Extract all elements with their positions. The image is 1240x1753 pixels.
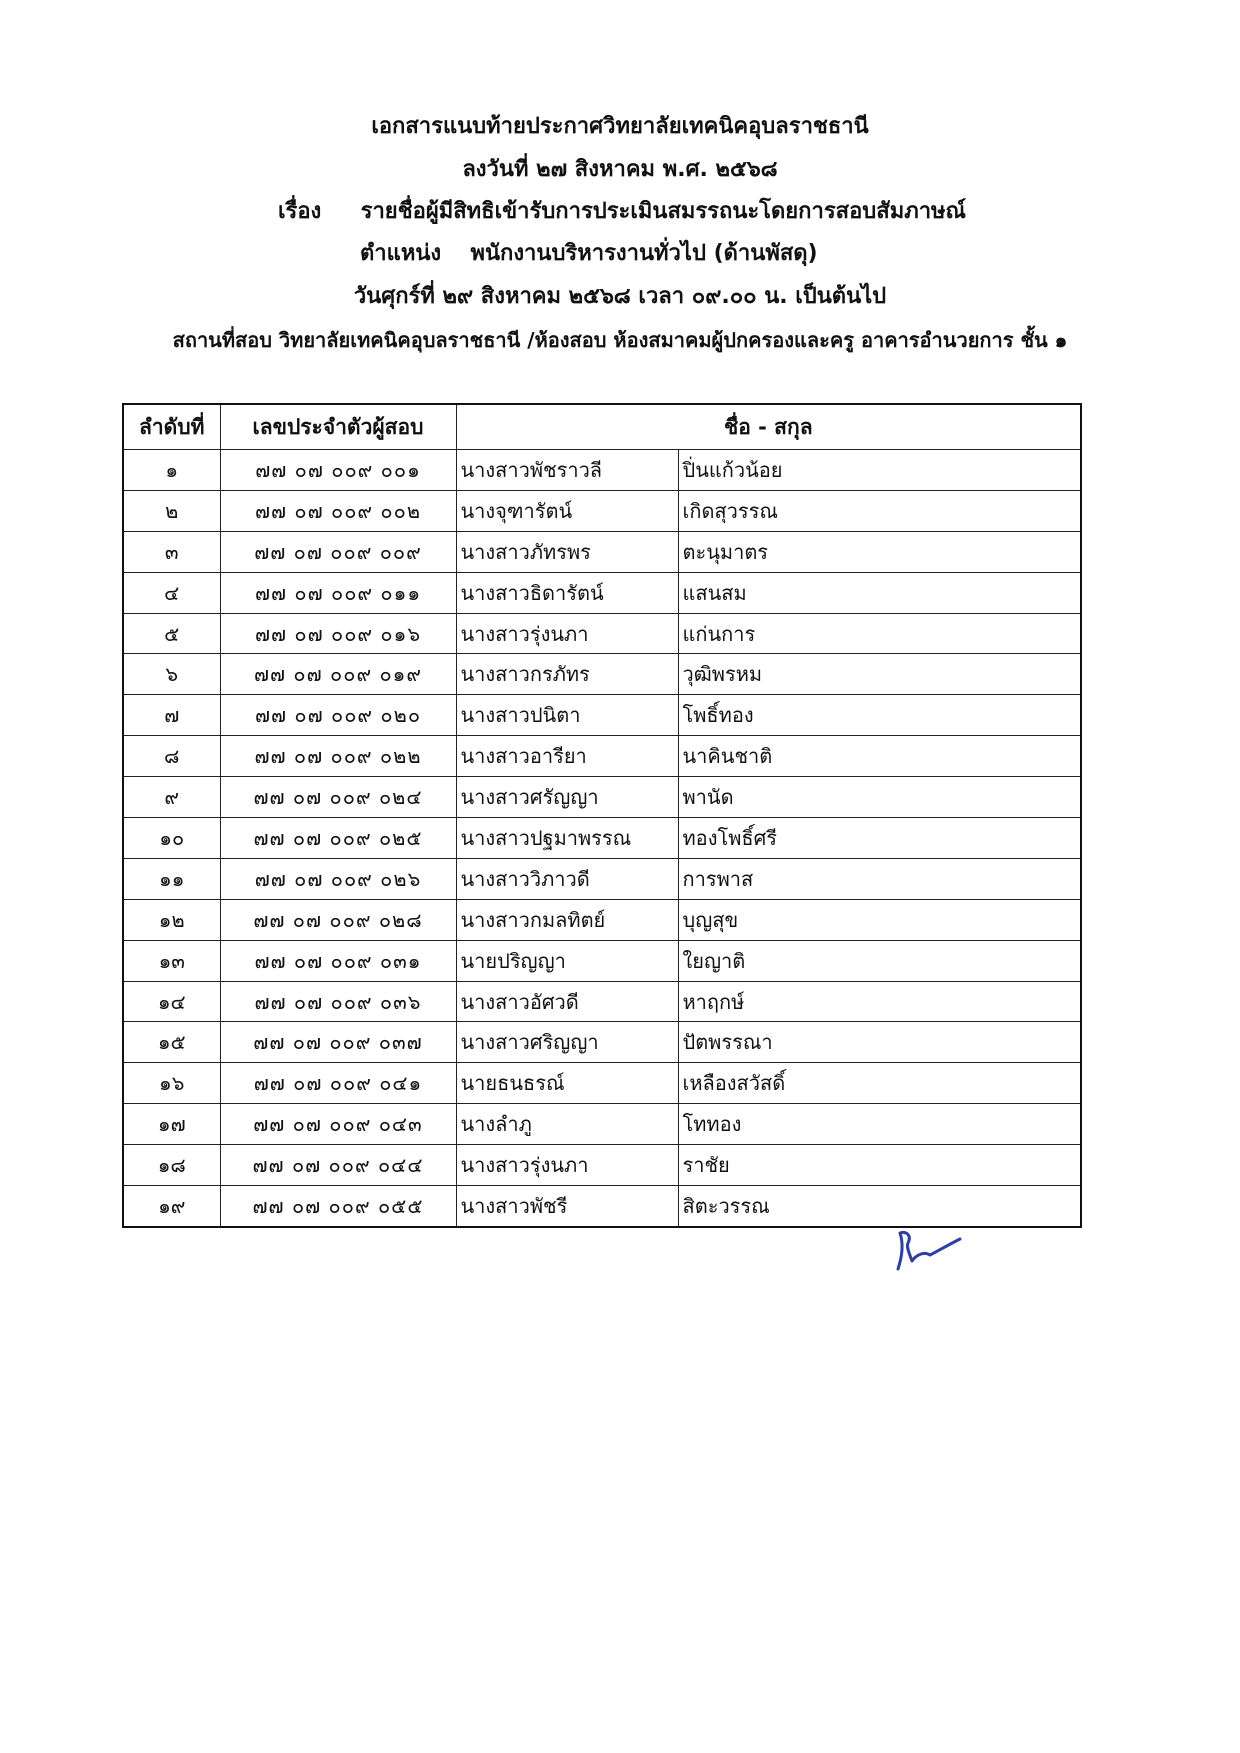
table-row — [123, 531, 1081, 572]
signature-mark — [890, 1225, 970, 1275]
row-surname: พานัด — [678, 777, 1081, 818]
table-row — [123, 450, 1081, 491]
row-surname: แก่นการ — [678, 613, 1081, 654]
subject-line — [278, 197, 966, 227]
row-exam-id: ๗๗ ๐๗ ๐๐๙ ๐๒๘ — [220, 899, 456, 940]
row-exam-id: ๗๗ ๐๗ ๐๐๙ ๐๒๖ — [220, 858, 456, 899]
exam-datetime: วันศุกร์ที่ ๒๙ สิงหาคม ๒๕๖๘ เวลา ๐๙.๐๐ น. เป็นต้นไป — [353, 284, 887, 309]
table-row — [123, 981, 1081, 1022]
row-first-name: นางสาวพัชราวลี — [456, 450, 678, 491]
row-first-name: นางสาวปฐมาพรรณ — [456, 818, 678, 859]
row-number: ๒ — [123, 490, 220, 531]
row-first-name: นางสาวศรัญญา — [456, 777, 678, 818]
row-exam-id: ๗๗ ๐๗ ๐๐๙ ๐๐๒ — [220, 490, 456, 531]
row-exam-id: ๗๗ ๐๗ ๐๐๙ ๐๔๓ — [220, 1104, 456, 1145]
row-number: ๑๒ — [123, 899, 220, 940]
row-first-name: นางสาวศริญญา — [456, 1022, 678, 1063]
row-first-name: นายปริญญา — [456, 940, 678, 981]
header-no: ลำดับที่ — [123, 404, 220, 450]
subject-text: รายชื่อผู้มีสิทธิเข้ารับการประเมินสมรรถนะโดยการสอบสัมภาษณ์ — [360, 199, 966, 224]
row-exam-id: ๗๗ ๐๗ ๐๐๙ ๐๑๑ — [220, 572, 456, 613]
header-exam-id: เลขประจำตัวผู้สอบ — [220, 404, 456, 450]
row-surname: ทองโพธิ์ศรี — [678, 818, 1081, 859]
table-row — [123, 736, 1081, 777]
exam-location: สถานที่สอบ วิทยาลัยเทคนิคอุบลราชธานี /ห้องสอบ ห้องสมาคมผู้ปกครองและครู อาคารอำนวยการ ชั้น ๑ — [172, 328, 1068, 352]
table-row — [123, 899, 1081, 940]
document-title: เอกสารแนบท้ายประกาศวิทยาลัยเทคนิคอุบลราชธานี — [371, 114, 869, 139]
row-surname: ใยญาติ — [678, 940, 1081, 981]
row-surname: นาคินชาติ — [678, 736, 1081, 777]
row-exam-id: ๗๗ ๐๗ ๐๐๙ ๐๐๑ — [220, 450, 456, 491]
table-row — [123, 613, 1081, 654]
row-first-name: นายธนธรณ์ — [456, 1063, 678, 1104]
row-exam-id: ๗๗ ๐๗ ๐๐๙ ๐๑๖ — [220, 613, 456, 654]
row-number: ๖ — [123, 654, 220, 695]
row-number: ๑๓ — [123, 940, 220, 981]
row-number: ๑๕ — [123, 1022, 220, 1063]
row-number: ๑๐ — [123, 818, 220, 859]
row-exam-id: ๗๗ ๐๗ ๐๐๙ ๐๒๐ — [220, 695, 456, 736]
table-row — [123, 858, 1081, 899]
row-surname: บุญสุข — [678, 899, 1081, 940]
row-first-name: นางสาวธิดารัตน์ — [456, 572, 678, 613]
position-label: ตำแหน่ง — [360, 241, 442, 266]
row-surname: เหลืองสวัสดิ์ — [678, 1063, 1081, 1104]
row-surname: แสนสม — [678, 572, 1081, 613]
table-row — [123, 1145, 1081, 1186]
row-first-name: นางสาวกมลทิตย์ — [456, 899, 678, 940]
position-line — [360, 239, 818, 269]
table-row — [123, 818, 1081, 859]
table-row — [123, 1063, 1081, 1104]
row-number: ๑๑ — [123, 858, 220, 899]
row-surname: ปัตพรรณา — [678, 1022, 1081, 1063]
row-exam-id: ๗๗ ๐๗ ๐๐๙ ๐๒๒ — [220, 736, 456, 777]
row-number: ๔ — [123, 572, 220, 613]
table-row — [123, 654, 1081, 695]
row-first-name: นางสาวรุ่งนภา — [456, 613, 678, 654]
row-exam-id: ๗๗ ๐๗ ๐๐๙ ๐๐๙ — [220, 531, 456, 572]
table-row — [123, 572, 1081, 613]
table-header-row — [123, 404, 1081, 450]
row-surname: ตะนุมาตร — [678, 531, 1081, 572]
row-number: ๑๔ — [123, 981, 220, 1022]
row-number: ๕ — [123, 613, 220, 654]
row-exam-id: ๗๗ ๐๗ ๐๐๙ ๐๓๗ — [220, 1022, 456, 1063]
row-first-name: นางสาววิภาวดี — [456, 858, 678, 899]
row-number: ๙ — [123, 777, 220, 818]
row-first-name: นางสาวปนิตา — [456, 695, 678, 736]
row-exam-id: ๗๗ ๐๗ ๐๐๙ ๐๒๕ — [220, 818, 456, 859]
table-row — [123, 940, 1081, 981]
row-first-name: นางสาวอารียา — [456, 736, 678, 777]
row-exam-id: ๗๗ ๐๗ ๐๐๙ ๐๓๖ — [220, 981, 456, 1022]
subject-label: เรื่อง — [278, 199, 322, 224]
row-number: ๑๗ — [123, 1104, 220, 1145]
row-exam-id: ๗๗ ๐๗ ๐๐๙ ๐๑๙ — [220, 654, 456, 695]
row-exam-id: ๗๗ ๐๗ ๐๐๙ ๐๔๔ — [220, 1145, 456, 1186]
row-surname: วุฒิพรหม — [678, 654, 1081, 695]
row-surname: สิตะวรรณ — [678, 1186, 1081, 1227]
table-body — [123, 450, 1081, 1227]
row-exam-id: ๗๗ ๐๗ ๐๐๙ ๐๔๑ — [220, 1063, 456, 1104]
table-row — [123, 490, 1081, 531]
row-exam-id: ๗๗ ๐๗ ๐๐๙ ๐๒๔ — [220, 777, 456, 818]
candidate-table — [122, 403, 1082, 1228]
header-name: ชื่อ - สกุล — [456, 404, 1081, 450]
row-number: ๓ — [123, 531, 220, 572]
row-first-name: นางสาวอัศวดี — [456, 981, 678, 1022]
row-surname: โพธิ์ทอง — [678, 695, 1081, 736]
row-number: ๘ — [123, 736, 220, 777]
row-first-name: นางสาวภัทรพร — [456, 531, 678, 572]
position-text: พนักงานบริหารงานทั่วไป (ด้านพัสดุ) — [470, 241, 818, 266]
row-exam-id: ๗๗ ๐๗ ๐๐๙ ๐๕๕ — [220, 1186, 456, 1227]
table-row — [123, 695, 1081, 736]
row-surname: ปิ่นแก้วน้อย — [678, 450, 1081, 491]
row-first-name: นางสาวพัชรี — [456, 1186, 678, 1227]
row-number: ๑ — [123, 450, 220, 491]
table-row — [123, 1186, 1081, 1227]
row-number: ๑๘ — [123, 1145, 220, 1186]
row-surname: หาฤกษ์ — [678, 981, 1081, 1022]
document-date: ลงวันที่ ๒๗ สิงหาคม พ.ศ. ๒๕๖๘ — [462, 157, 778, 182]
row-surname: โททอง — [678, 1104, 1081, 1145]
row-surname: ราชัย — [678, 1145, 1081, 1186]
row-first-name: นางสาวรุ่งนภา — [456, 1145, 678, 1186]
table-row — [123, 1104, 1081, 1145]
row-first-name: นางสาวกรภัทร — [456, 654, 678, 695]
row-number: ๑๙ — [123, 1186, 220, 1227]
row-exam-id: ๗๗ ๐๗ ๐๐๙ ๐๓๑ — [220, 940, 456, 981]
table-row — [123, 1022, 1081, 1063]
row-number: ๑๖ — [123, 1063, 220, 1104]
row-first-name: นางลำภู — [456, 1104, 678, 1145]
table-row — [123, 777, 1081, 818]
row-first-name: นางจุฑารัตน์ — [456, 490, 678, 531]
row-surname: การพาส — [678, 858, 1081, 899]
row-surname: เกิดสุวรรณ — [678, 490, 1081, 531]
row-number: ๗ — [123, 695, 220, 736]
